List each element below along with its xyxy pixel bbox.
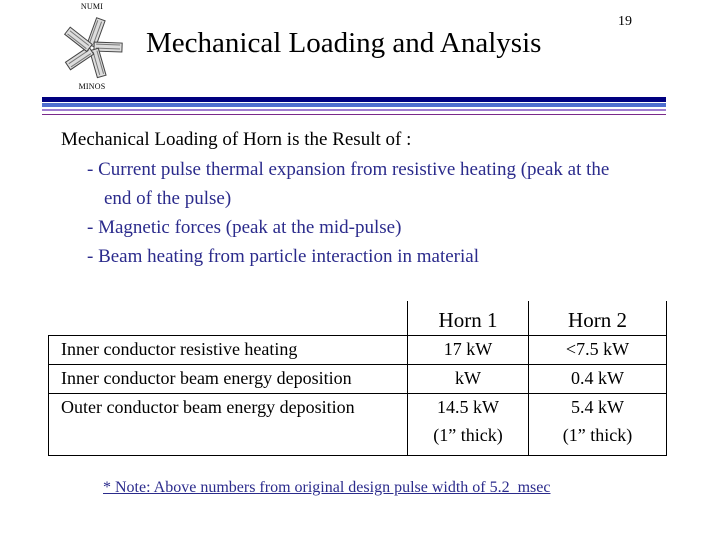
table-cell-horn2: <7.5 kW — [565, 339, 630, 359]
table-cell-horn1-note: (1” thick) — [433, 425, 503, 445]
bullet-beam-heating: - Beam heating from particle interaction in material — [87, 246, 479, 267]
header-stripe-lavender — [42, 109, 666, 111]
table-row-label: Inner conductor resistive heating — [61, 339, 298, 359]
table-cell-horn1: kW — [455, 368, 481, 388]
bullet-thermal-expansion: - Current pulse thermal expansion from resistive heating (peak at the — [87, 159, 610, 180]
bullet-magnetic-forces: - Magnetic forces (peak at the mid-pulse) — [87, 217, 402, 238]
table-row-label: Outer conductor beam energy deposition — [61, 397, 355, 417]
header-stripe-blue — [42, 103, 666, 107]
header-stripe-purple — [42, 114, 666, 115]
table-header-horn2: Horn 2 — [568, 308, 627, 332]
slide-number: 19 — [618, 14, 632, 29]
star-knot-logo-icon — [60, 16, 124, 80]
slide-title: Mechanical Loading and Analysis — [146, 27, 542, 59]
logo-top-label: NUMI — [80, 2, 104, 11]
header-stripe-navy — [42, 97, 666, 102]
numi-minos-logo — [52, 2, 132, 94]
bullet-thermal-expansion-continuation: end of the pulse) — [104, 188, 232, 209]
table-row-divider-2 — [48, 393, 667, 394]
table-cell-horn1: 17 kW — [443, 339, 493, 359]
table-row-divider-1 — [48, 364, 667, 365]
table-header-divider — [48, 335, 667, 336]
footnote: * Note: Above numbers from original design pulse width of 5.2 msec — [103, 479, 551, 496]
table-cell-horn2-note: (1” thick) — [562, 425, 633, 445]
table-row-label: Inner conductor beam energy deposition — [61, 368, 352, 388]
table-header-horn1: Horn 1 — [438, 308, 498, 332]
logo-bottom-label: MINOS — [78, 82, 106, 91]
table-cell-horn2: 5.4 kW — [571, 397, 624, 417]
table-border-right — [666, 301, 667, 456]
table-border-left — [48, 335, 49, 456]
table-cell-horn1: 14.5 kW — [437, 397, 499, 417]
table-border-bottom — [48, 455, 667, 456]
heating-table — [48, 301, 667, 456]
table-cell-horn2: 0.4 kW — [571, 368, 624, 388]
intro-text: Mechanical Loading of Horn is the Result of : — [61, 129, 412, 150]
